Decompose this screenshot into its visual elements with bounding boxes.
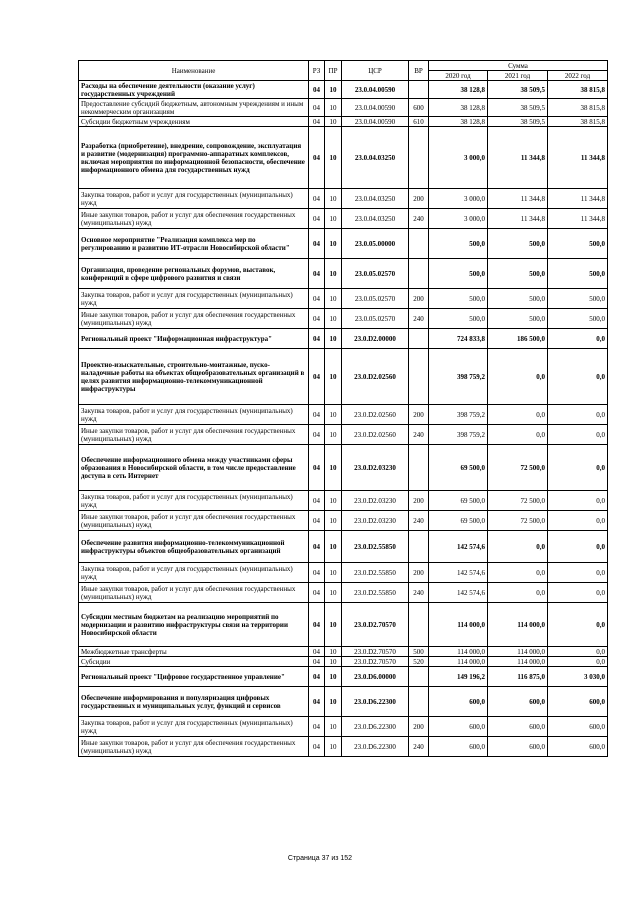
row-csr: 23.0.D6.22300 — [342, 737, 409, 757]
row-sum-2020: 500,0 — [429, 259, 488, 289]
row-sum-2021: 186 500,0 — [488, 329, 548, 349]
table-row — [79, 189, 608, 209]
row-pr: 10 — [325, 491, 342, 511]
row-name: Иные закупки товаров, работ и услуг для обеспечения государственных (муниципальных) нужд — [79, 511, 309, 531]
row-sum-2022: 0,0 — [548, 603, 608, 647]
row-csr: 23.0.D6.00000 — [342, 667, 409, 687]
row-sum-2021: 600,0 — [488, 717, 548, 737]
row-name: Предоставление субсидий бюджетным, автономным учреждениям и иным некоммерческим организациям — [79, 99, 309, 117]
row-sum-2020: 69 500,0 — [429, 445, 488, 491]
row-csr: 23.0.04.03250 — [342, 127, 409, 189]
row-pr: 10 — [325, 425, 342, 445]
row-pr: 10 — [325, 209, 342, 229]
row-rz: 04 — [309, 491, 325, 511]
row-name: Расходы на обеспечение деятельности (оказание услуг) государственных учреждений — [79, 81, 309, 99]
row-name: Закупка товаров, работ и услуг для государственных (муниципальных) нужд — [79, 563, 309, 583]
row-sum-2020: 3 000,0 — [429, 209, 488, 229]
row-sum-2022: 3 030,0 — [548, 667, 608, 687]
row-sum-2021: 600,0 — [488, 737, 548, 757]
row-csr: 23.0.04.00590 — [342, 99, 409, 117]
row-name: Проектно-изыскательные, строительно-монтажные, пуско-наладочные работы на объектах общеобразовательных организаций в целях развития информационно-телекоммуникационной инфраструктуры — [79, 349, 309, 405]
row-sum-2022: 0,0 — [548, 445, 608, 491]
row-rz: 04 — [309, 229, 325, 259]
row-csr: 23.0.05.02570 — [342, 289, 409, 309]
row-sum-2022: 500,0 — [548, 229, 608, 259]
row-vr — [409, 445, 429, 491]
row-name: Закупка товаров, работ и услуг для государственных (муниципальных) нужд — [79, 491, 309, 511]
page-number: Страница 37 из 152 — [287, 855, 353, 862]
row-pr: 10 — [325, 583, 342, 603]
row-sum-2020: 114 000,0 — [429, 647, 488, 657]
row-rz: 04 — [309, 647, 325, 657]
row-name: Основное мероприятие "Реализация комплекса мер по регулированию и развитию ИТ-отрасли Новосибирской области" — [79, 229, 309, 259]
budget-table — [78, 60, 608, 757]
row-sum-2020: 38 128,8 — [429, 99, 488, 117]
table-row — [79, 563, 608, 583]
row-vr: 500 — [409, 647, 429, 657]
row-sum-2022: 500,0 — [548, 259, 608, 289]
row-sum-2021: 72 500,0 — [488, 445, 548, 491]
row-sum-2021: 72 500,0 — [488, 511, 548, 531]
row-vr: 240 — [409, 309, 429, 329]
row-sum-2022: 11 344,8 — [548, 127, 608, 189]
row-csr: 23.0.04.00590 — [342, 117, 409, 127]
row-sum-2022: 0,0 — [548, 583, 608, 603]
row-csr: 23.0.D2.70570 — [342, 657, 409, 667]
row-sum-2020: 3 000,0 — [429, 189, 488, 209]
row-pr: 10 — [325, 667, 342, 687]
header-year-2022: 2022 год — [548, 71, 608, 81]
row-sum-2022: 0,0 — [548, 425, 608, 445]
row-csr: 23.0.D2.55850 — [342, 531, 409, 563]
table-row — [79, 229, 608, 259]
row-csr: 23.0.D2.03230 — [342, 511, 409, 531]
table-row — [79, 99, 608, 117]
table-row — [79, 531, 608, 563]
row-csr: 23.0.04.03250 — [342, 209, 409, 229]
row-sum-2021: 38 509,5 — [488, 117, 548, 127]
table-header — [79, 61, 608, 81]
row-sum-2021: 600,0 — [488, 687, 548, 717]
row-vr: 610 — [409, 117, 429, 127]
row-rz: 04 — [309, 81, 325, 99]
header-year-2021: 2021 год — [488, 71, 548, 81]
row-rz: 04 — [309, 657, 325, 667]
header-csr: ЦСР — [342, 61, 409, 81]
row-sum-2021: 0,0 — [488, 531, 548, 563]
row-csr: 23.0.D6.22300 — [342, 717, 409, 737]
header-vr: ВР — [409, 61, 429, 81]
row-vr — [409, 603, 429, 647]
header-name: Наименование — [79, 61, 309, 81]
row-sum-2021: 72 500,0 — [488, 491, 548, 511]
row-rz: 04 — [309, 209, 325, 229]
row-sum-2021: 38 509,5 — [488, 81, 548, 99]
row-sum-2020: 398 759,2 — [429, 349, 488, 405]
row-vr: 200 — [409, 717, 429, 737]
row-vr: 600 — [409, 99, 429, 117]
row-sum-2020: 142 574,6 — [429, 531, 488, 563]
table-row — [79, 491, 608, 511]
row-pr: 10 — [325, 189, 342, 209]
row-rz: 04 — [309, 309, 325, 329]
row-csr: 23.0.D2.03230 — [342, 445, 409, 491]
row-rz: 04 — [309, 531, 325, 563]
row-rz: 04 — [309, 289, 325, 309]
row-name: Разработка (приобретение), внедрение, сопровождение, эксплуатация и развитие (модернизация) программно-аппаратных комплексов, включая мероприятия по информационной безопасности, обеспечение информационного обмена для государственных нужд — [79, 127, 309, 189]
row-rz: 04 — [309, 717, 325, 737]
row-pr: 10 — [325, 511, 342, 531]
row-vr — [409, 687, 429, 717]
row-sum-2020: 38 128,8 — [429, 81, 488, 99]
row-sum-2020: 114 000,0 — [429, 657, 488, 667]
row-sum-2022: 0,0 — [548, 329, 608, 349]
row-rz: 04 — [309, 349, 325, 405]
row-sum-2022: 38 815,8 — [548, 99, 608, 117]
row-sum-2021: 0,0 — [488, 425, 548, 445]
row-sum-2021: 0,0 — [488, 563, 548, 583]
header-year-2020: 2020 год — [429, 71, 488, 81]
row-sum-2021: 11 344,8 — [488, 209, 548, 229]
row-rz: 04 — [309, 667, 325, 687]
row-name: Межбюджетные трансферты — [79, 647, 309, 657]
table-body — [79, 81, 608, 757]
row-sum-2020: 398 759,2 — [429, 425, 488, 445]
row-csr: 23.0.D2.55850 — [342, 563, 409, 583]
row-rz: 04 — [309, 127, 325, 189]
row-sum-2022: 0,0 — [548, 531, 608, 563]
row-sum-2022: 38 815,8 — [548, 81, 608, 99]
row-rz: 04 — [309, 259, 325, 289]
row-sum-2020: 724 833,8 — [429, 329, 488, 349]
row-sum-2022: 11 344,8 — [548, 209, 608, 229]
row-sum-2021: 11 344,8 — [488, 127, 548, 189]
row-vr: 240 — [409, 425, 429, 445]
row-rz: 04 — [309, 329, 325, 349]
row-pr: 10 — [325, 127, 342, 189]
table-row — [79, 603, 608, 647]
row-vr: 240 — [409, 737, 429, 757]
row-sum-2020: 398 759,2 — [429, 405, 488, 425]
table-row — [79, 687, 608, 717]
row-sum-2022: 0,0 — [548, 647, 608, 657]
row-name: Закупка товаров, работ и услуг для государственных (муниципальных) нужд — [79, 405, 309, 425]
row-vr: 200 — [409, 289, 429, 309]
row-rz: 04 — [309, 189, 325, 209]
row-sum-2021: 500,0 — [488, 259, 548, 289]
row-name: Обеспечение информирования и популяризация цифровых государственных и муниципальных услуг, функций и сервисов — [79, 687, 309, 717]
table-row — [79, 309, 608, 329]
row-pr: 10 — [325, 603, 342, 647]
row-csr: 23.0.04.00590 — [342, 81, 409, 99]
table-row — [79, 349, 608, 405]
row-sum-2022: 38 815,8 — [548, 117, 608, 127]
row-pr: 10 — [325, 289, 342, 309]
row-vr: 240 — [409, 209, 429, 229]
table-row — [79, 127, 608, 189]
row-sum-2020: 142 574,6 — [429, 563, 488, 583]
row-sum-2020: 500,0 — [429, 309, 488, 329]
row-pr: 10 — [325, 647, 342, 657]
row-sum-2021: 116 875,0 — [488, 667, 548, 687]
header-rz: РЗ — [309, 61, 325, 81]
row-pr: 10 — [325, 117, 342, 127]
table-row — [79, 289, 608, 309]
row-sum-2021: 500,0 — [488, 229, 548, 259]
table-row — [79, 647, 608, 657]
row-csr: 23.0.D2.02560 — [342, 349, 409, 405]
row-sum-2022: 0,0 — [548, 491, 608, 511]
row-name: Закупка товаров, работ и услуг для государственных (муниципальных) нужд — [79, 717, 309, 737]
table-row — [79, 329, 608, 349]
row-pr: 10 — [325, 657, 342, 667]
row-csr: 23.0.D2.55850 — [342, 583, 409, 603]
row-csr: 23.0.D2.02560 — [342, 405, 409, 425]
row-sum-2020: 500,0 — [429, 229, 488, 259]
row-csr: 23.0.D2.03230 — [342, 491, 409, 511]
table-row — [79, 737, 608, 757]
row-name: Региональный проект "Цифровое государственное управление" — [79, 667, 309, 687]
table-row — [79, 425, 608, 445]
row-sum-2021: 0,0 — [488, 349, 548, 405]
row-vr: 240 — [409, 583, 429, 603]
row-name: Субсидии местным бюджетам на реализацию мероприятий по модернизации и развитию инфраструктуры связи на территории Новосибирской области — [79, 603, 309, 647]
row-sum-2021: 38 509,5 — [488, 99, 548, 117]
row-sum-2020: 149 196,2 — [429, 667, 488, 687]
row-sum-2020: 38 128,8 — [429, 117, 488, 127]
row-rz: 04 — [309, 99, 325, 117]
row-sum-2021: 114 000,0 — [488, 657, 548, 667]
row-name: Обеспечение развития информационно-телекоммуникационной инфраструктуры объектов общеобразовательных организаций — [79, 531, 309, 563]
row-vr: 240 — [409, 511, 429, 531]
row-pr: 10 — [325, 349, 342, 405]
row-pr: 10 — [325, 687, 342, 717]
row-rz: 04 — [309, 425, 325, 445]
row-vr — [409, 349, 429, 405]
table-row — [79, 81, 608, 99]
row-pr: 10 — [325, 405, 342, 425]
row-vr — [409, 329, 429, 349]
header-pr: ПР — [325, 61, 342, 81]
row-rz: 04 — [309, 117, 325, 127]
table-row — [79, 583, 608, 603]
row-rz: 04 — [309, 405, 325, 425]
row-pr: 10 — [325, 259, 342, 289]
row-vr: 200 — [409, 189, 429, 209]
row-sum-2021: 114 000,0 — [488, 603, 548, 647]
row-vr: 200 — [409, 405, 429, 425]
row-name: Обеспечение информационного обмена между участниками сферы образования в Новосибирской области, в том числе предоставление доступа в сеть Интернет — [79, 445, 309, 491]
table-row — [79, 511, 608, 531]
row-pr: 10 — [325, 99, 342, 117]
row-vr — [409, 81, 429, 99]
row-sum-2021: 500,0 — [488, 289, 548, 309]
row-pr: 10 — [325, 81, 342, 99]
row-sum-2022: 600,0 — [548, 717, 608, 737]
table-row — [79, 445, 608, 491]
row-sum-2022: 11 344,8 — [548, 189, 608, 209]
row-csr: 23.0.05.02570 — [342, 309, 409, 329]
row-sum-2022: 500,0 — [548, 309, 608, 329]
row-sum-2020: 600,0 — [429, 687, 488, 717]
row-rz: 04 — [309, 603, 325, 647]
row-sum-2022: 0,0 — [548, 511, 608, 531]
row-name: Региональный проект "Информационная инфраструктура" — [79, 329, 309, 349]
row-vr: 200 — [409, 491, 429, 511]
row-sum-2022: 0,0 — [548, 563, 608, 583]
row-pr: 10 — [325, 717, 342, 737]
row-sum-2020: 114 000,0 — [429, 603, 488, 647]
row-sum-2020: 142 574,6 — [429, 583, 488, 603]
row-name: Иные закупки товаров, работ и услуг для обеспечения государственных (муниципальных) нужд — [79, 209, 309, 229]
row-rz: 04 — [309, 583, 325, 603]
row-sum-2022: 0,0 — [548, 657, 608, 667]
row-csr: 23.0.D2.02560 — [342, 425, 409, 445]
row-sum-2020: 69 500,0 — [429, 511, 488, 531]
row-name: Субсидии бюджетным учреждениям — [79, 117, 309, 127]
row-pr: 10 — [325, 563, 342, 583]
row-pr: 10 — [325, 229, 342, 259]
row-vr — [409, 229, 429, 259]
row-pr: 10 — [325, 445, 342, 491]
table-row — [79, 405, 608, 425]
row-vr — [409, 667, 429, 687]
row-pr: 10 — [325, 737, 342, 757]
row-sum-2022: 600,0 — [548, 687, 608, 717]
row-name: Организация, проведение региональных форумов, выставок, конференций в сфере цифрового развития и связи — [79, 259, 309, 289]
row-vr — [409, 259, 429, 289]
row-csr: 23.0.D2.70570 — [342, 647, 409, 657]
row-sum-2022: 0,0 — [548, 405, 608, 425]
row-rz: 04 — [309, 563, 325, 583]
row-sum-2020: 600,0 — [429, 717, 488, 737]
row-name: Иные закупки товаров, работ и услуг для обеспечения государственных (муниципальных) нужд — [79, 309, 309, 329]
table-row — [79, 667, 608, 687]
row-name: Иные закупки товаров, работ и услуг для обеспечения государственных (муниципальных) нужд — [79, 737, 309, 757]
table-row — [79, 209, 608, 229]
row-name: Иные закупки товаров, работ и услуг для обеспечения государственных (муниципальных) нужд — [79, 425, 309, 445]
row-sum-2021: 0,0 — [488, 405, 548, 425]
row-name: Закупка товаров, работ и услуг для государственных (муниципальных) нужд — [79, 289, 309, 309]
row-sum-2021: 114 000,0 — [488, 647, 548, 657]
row-sum-2022: 600,0 — [548, 737, 608, 757]
row-name: Иные закупки товаров, работ и услуг для обеспечения государственных (муниципальных) нужд — [79, 583, 309, 603]
row-vr: 200 — [409, 563, 429, 583]
row-sum-2021: 0,0 — [488, 583, 548, 603]
row-vr — [409, 531, 429, 563]
table-row — [79, 117, 608, 127]
row-csr: 23.0.D6.22300 — [342, 687, 409, 717]
row-csr: 23.0.05.02570 — [342, 259, 409, 289]
table-row — [79, 259, 608, 289]
row-vr — [409, 127, 429, 189]
table-row — [79, 717, 608, 737]
row-sum-2020: 69 500,0 — [429, 491, 488, 511]
table-row — [79, 657, 608, 667]
row-csr: 23.0.D2.00000 — [342, 329, 409, 349]
row-pr: 10 — [325, 309, 342, 329]
row-sum-2020: 500,0 — [429, 289, 488, 309]
row-sum-2021: 500,0 — [488, 309, 548, 329]
row-sum-2020: 600,0 — [429, 737, 488, 757]
row-csr: 23.0.04.03250 — [342, 189, 409, 209]
row-rz: 04 — [309, 511, 325, 531]
row-rz: 04 — [309, 737, 325, 757]
row-name: Закупка товаров, работ и услуг для государственных (муниципальных) нужд — [79, 189, 309, 209]
row-vr: 520 — [409, 657, 429, 667]
row-sum-2020: 3 000,0 — [429, 127, 488, 189]
row-csr: 23.0.D2.70570 — [342, 603, 409, 647]
row-rz: 04 — [309, 445, 325, 491]
header-sum: Сумма — [429, 61, 608, 71]
row-rz: 04 — [309, 687, 325, 717]
row-sum-2022: 0,0 — [548, 349, 608, 405]
row-sum-2022: 500,0 — [548, 289, 608, 309]
row-csr: 23.0.05.00000 — [342, 229, 409, 259]
row-name: Субсидии — [79, 657, 309, 667]
row-sum-2021: 11 344,8 — [488, 189, 548, 209]
row-pr: 10 — [325, 329, 342, 349]
row-pr: 10 — [325, 531, 342, 563]
